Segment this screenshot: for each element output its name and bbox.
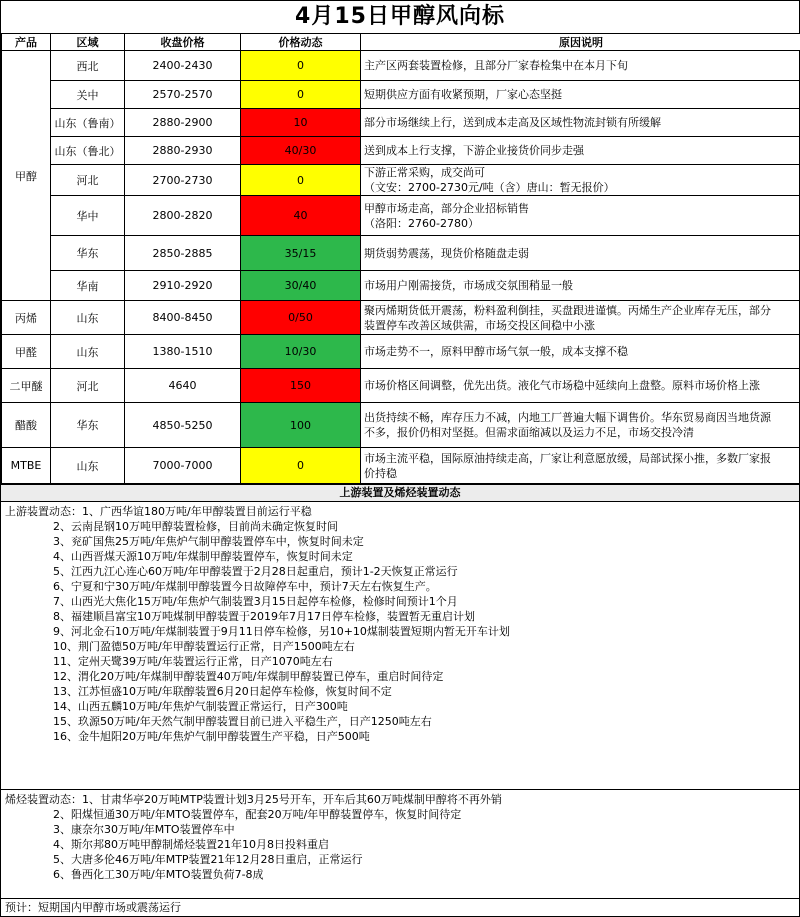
status-line: 2、云南昆钢10万吨甲醇装置检修，目前尚未确定恢复时间 — [53, 520, 338, 533]
table-row — [2, 165, 800, 196]
status-line: 5、江西九江心连心60万吨/年甲醇装置于2月28日起重启，预计1-2天恢复正常运行 — [53, 565, 458, 578]
status-line: 8、福建顺昌富宝10万吨煤制甲醇装置于2019年7月17日停车检修，装置暂无重启计划 — [53, 610, 475, 623]
region-cell: 山东（鲁北） — [51, 137, 125, 165]
reason-cell — [361, 301, 800, 335]
reason-cell — [361, 137, 800, 165]
table-row — [2, 301, 800, 335]
header-region: 区域 — [51, 34, 125, 51]
reason-line: 下游正常采购，成交尚可 — [364, 166, 485, 179]
region-cell: 河北 — [51, 369, 125, 403]
status-line: 6、鲁西化工30万吨/年MTO装置负荷7-8成 — [53, 868, 264, 881]
reason-cell — [361, 369, 800, 403]
status-line: 13、江苏恒盛10万吨/年联醇装置6月20日起停车检修，恢复时间不定 — [53, 685, 392, 698]
reason-line: 市场走势不一，原料甲醇市场气氛一般，成本支撑不稳 — [364, 345, 628, 358]
product-cell: 二甲醚 — [2, 369, 51, 403]
status-line: 5、大唐多伦46万吨/年MTP装置21年12月28日重启，正常运行 — [53, 853, 363, 866]
table-row — [2, 448, 800, 484]
price-change-cell: 0 — [241, 165, 361, 196]
status-line: 4、山西晋煤天源10万吨/年煤制甲醇装置停车，恢复时间未定 — [53, 550, 353, 563]
reason-line: 市场价格区间调整，优先出货。液化气市场稳中延续向上盘整。原料市场价格上涨 — [364, 379, 760, 392]
price-cell: 2700-2730 — [125, 165, 241, 196]
status-line: 16、金牛旭阳20万吨/年焦炉气制甲醇装置生产平稳，日产500吨 — [53, 730, 370, 743]
reason-line: 聚丙烯期货低开震荡，粉料盈利倒挂，买盘跟进谨慎。丙烯生产企业库存无压，部分 — [364, 303, 771, 317]
table-row — [2, 369, 800, 403]
price-cell: 2570-2570 — [125, 81, 241, 109]
table-row — [2, 335, 800, 369]
reason-line: （洛阳：2760-2780） — [364, 216, 479, 230]
reason-line: 装置停车改善区域供需，市场交投区间稳中小涨 — [364, 318, 595, 332]
price-cell: 2800-2820 — [125, 196, 241, 236]
table-row — [2, 137, 800, 165]
price-cell: 2850-2885 — [125, 236, 241, 271]
product-cell: 丙烯 — [2, 301, 51, 335]
price-change-cell: 10/30 — [241, 335, 361, 369]
table-row — [2, 236, 800, 271]
reason-cell — [361, 196, 800, 236]
page-title: 4月15日甲醇风向标 — [295, 4, 505, 29]
product-cell: 醋酸 — [2, 403, 51, 448]
price-cell: 8400-8450 — [125, 301, 241, 335]
reason-cell — [361, 51, 800, 81]
status-line: 15、玖源50万吨/年天然气制甲醇装置目前已进入平稳生产，日产1250吨左右 — [53, 715, 432, 728]
price-cell: 2880-2930 — [125, 137, 241, 165]
region-cell: 华东 — [51, 236, 125, 271]
reason-line: 期货弱势震荡，现货价格随盘走弱 — [364, 246, 529, 260]
status-line: 9、河北金石10万吨/年煤制装置于9月11日停车检修，另10+10煤制装置短期内暂无开车计划 — [53, 625, 510, 638]
table-row — [2, 403, 800, 448]
product-cell: 甲醛 — [2, 335, 51, 369]
reason-cell — [361, 403, 800, 448]
reason-cell — [361, 271, 800, 301]
status-line: 14、山西五麟10万吨/年焦炉气制装置正常运行，日产300吨 — [53, 700, 348, 713]
table-row — [2, 81, 800, 109]
region-cell: 山东（鲁南） — [51, 109, 125, 137]
status-line: 2、阳煤恒通30万吨/年MTO装置停车，配套20万吨/年甲醇装置停车，恢复时间待定 — [53, 808, 462, 821]
price-cell: 7000-7000 — [125, 448, 241, 484]
status-line: 6、宁夏和宁30万吨/年煤制甲醇装置今日故障停车中，预计7天左右恢复生产。 — [53, 580, 437, 593]
table-row — [2, 51, 800, 81]
reason-line: 主产区两套装置检修，且部分厂家春检集中在本月下旬 — [364, 59, 628, 72]
price-change-cell: 0 — [241, 81, 361, 109]
price-cell: 2400-2430 — [125, 51, 241, 81]
status-line: 4、斯尔邦80万吨甲醇制烯烃装置21年10月8日投料重启 — [53, 838, 329, 851]
reason-line: 甲醇市场走高，部分企业招标销售 — [364, 201, 529, 215]
price-change-cell: 0 — [241, 51, 361, 81]
reason-line: 市场用户刚需接货，市场成交氛围稍显一般 — [364, 279, 573, 292]
table-row — [2, 109, 800, 137]
status-line: 11、定州天鹭39万吨/年装置运行正常，日产1070吨左右 — [53, 655, 333, 668]
status-line: 上游装置动态：1、广西华谊180万吨/年甲醇装置目前运行平稳 — [5, 505, 312, 518]
table-header-row — [2, 34, 800, 51]
reason-line: 市场主流平稳，国际原油持续走高，厂家让利意愿放缓，局部试探小推，多数厂家报 — [364, 451, 771, 465]
reason-cell — [361, 236, 800, 271]
status-line: 3、兖矿国焦25万吨/年焦炉气制甲醇装置停车中，恢复时间未定 — [53, 535, 364, 548]
reason-line: 出货持续不畅，库存压力不减，内地工厂普遍大幅下调售价。华东贸易商因当地货源 — [364, 411, 771, 424]
reason-line: 部分市场继续上行，送到成本走高及区域性物流封锁有所缓解 — [364, 116, 661, 129]
reason-line: 送到成本上行支撑，下游企业接货价同步走强 — [364, 144, 584, 157]
price-change-cell: 30/40 — [241, 271, 361, 301]
region-cell: 西北 — [51, 51, 125, 81]
status-line: 3、康奈尔30万吨/年MTO装置停车中 — [53, 823, 235, 836]
reason-cell — [361, 81, 800, 109]
price-cell: 4640 — [125, 369, 241, 403]
price-change-cell: 40/30 — [241, 137, 361, 165]
region-cell: 华中 — [51, 196, 125, 236]
header-price: 收盘价格 — [125, 34, 241, 51]
region-cell: 山东 — [51, 301, 125, 335]
reason-cell — [361, 335, 800, 369]
upstream-status-block — [1, 502, 799, 789]
price-change-cell: 0 — [241, 448, 361, 484]
reason-cell — [361, 109, 800, 137]
price-change-cell: 40 — [241, 196, 361, 236]
price-cell: 1380-1510 — [125, 335, 241, 369]
price-cell: 4850-5250 — [125, 403, 241, 448]
price-change-cell: 0/50 — [241, 301, 361, 335]
table-row — [2, 271, 800, 301]
header-change: 价格动态 — [241, 34, 361, 51]
product-cell: 甲醇 — [2, 51, 51, 301]
product-cell: MTBE — [2, 448, 51, 484]
status-line: 10、荆门盈德50万吨/年甲醇装置运行正常，日产1500吨左右 — [53, 640, 355, 653]
status-line: 12、渭化20万吨/年煤制甲醇装置40万吨/年煤制甲醇装置已停车，重启时间待定 — [53, 670, 444, 683]
reason-line: 短期供应方面有收紧预期，厂家心态坚挺 — [364, 88, 562, 101]
forecast-line: 预计：短期国内甲醇市场或震荡运行 — [1, 898, 799, 916]
reason-cell — [361, 448, 800, 484]
header-reason: 原因说明 — [361, 34, 800, 51]
region-cell: 山东 — [51, 335, 125, 369]
reason-line: 不多，报价仍相对坚挺。但需求面缩减以及运力不足，市场交投冷清 — [364, 426, 694, 439]
region-cell: 关中 — [51, 81, 125, 109]
section-title: 上游装置及烯烃装置动态 — [1, 484, 799, 502]
price-cell: 2910-2920 — [125, 271, 241, 301]
price-table — [1, 33, 800, 484]
olefin-status-block — [1, 789, 799, 902]
price-cell: 2880-2900 — [125, 109, 241, 137]
region-cell: 华南 — [51, 271, 125, 301]
reason-line: 价持稳 — [364, 466, 397, 480]
price-change-cell: 100 — [241, 403, 361, 448]
status-line: 7、山西光大焦化15万吨/年焦炉气制装置3月15日起停车检修，检修时间预计1个月 — [53, 595, 458, 608]
reason-cell — [361, 165, 800, 196]
reason-line: （文安：2700-2730元/吨（含）唐山：暂无报价） — [364, 181, 615, 194]
price-change-cell: 35/15 — [241, 236, 361, 271]
status-line: 烯烃装置动态：1、甘肃华亭20万吨MTP装置计划3月25号开车，开车后其60万吨煤制甲醇将不再外销 — [5, 793, 502, 806]
region-cell: 山东 — [51, 448, 125, 484]
price-change-cell: 10 — [241, 109, 361, 137]
header-product: 产品 — [2, 34, 51, 51]
price-change-cell: 150 — [241, 369, 361, 403]
region-cell: 河北 — [51, 165, 125, 196]
region-cell: 华东 — [51, 403, 125, 448]
table-row — [2, 196, 800, 236]
